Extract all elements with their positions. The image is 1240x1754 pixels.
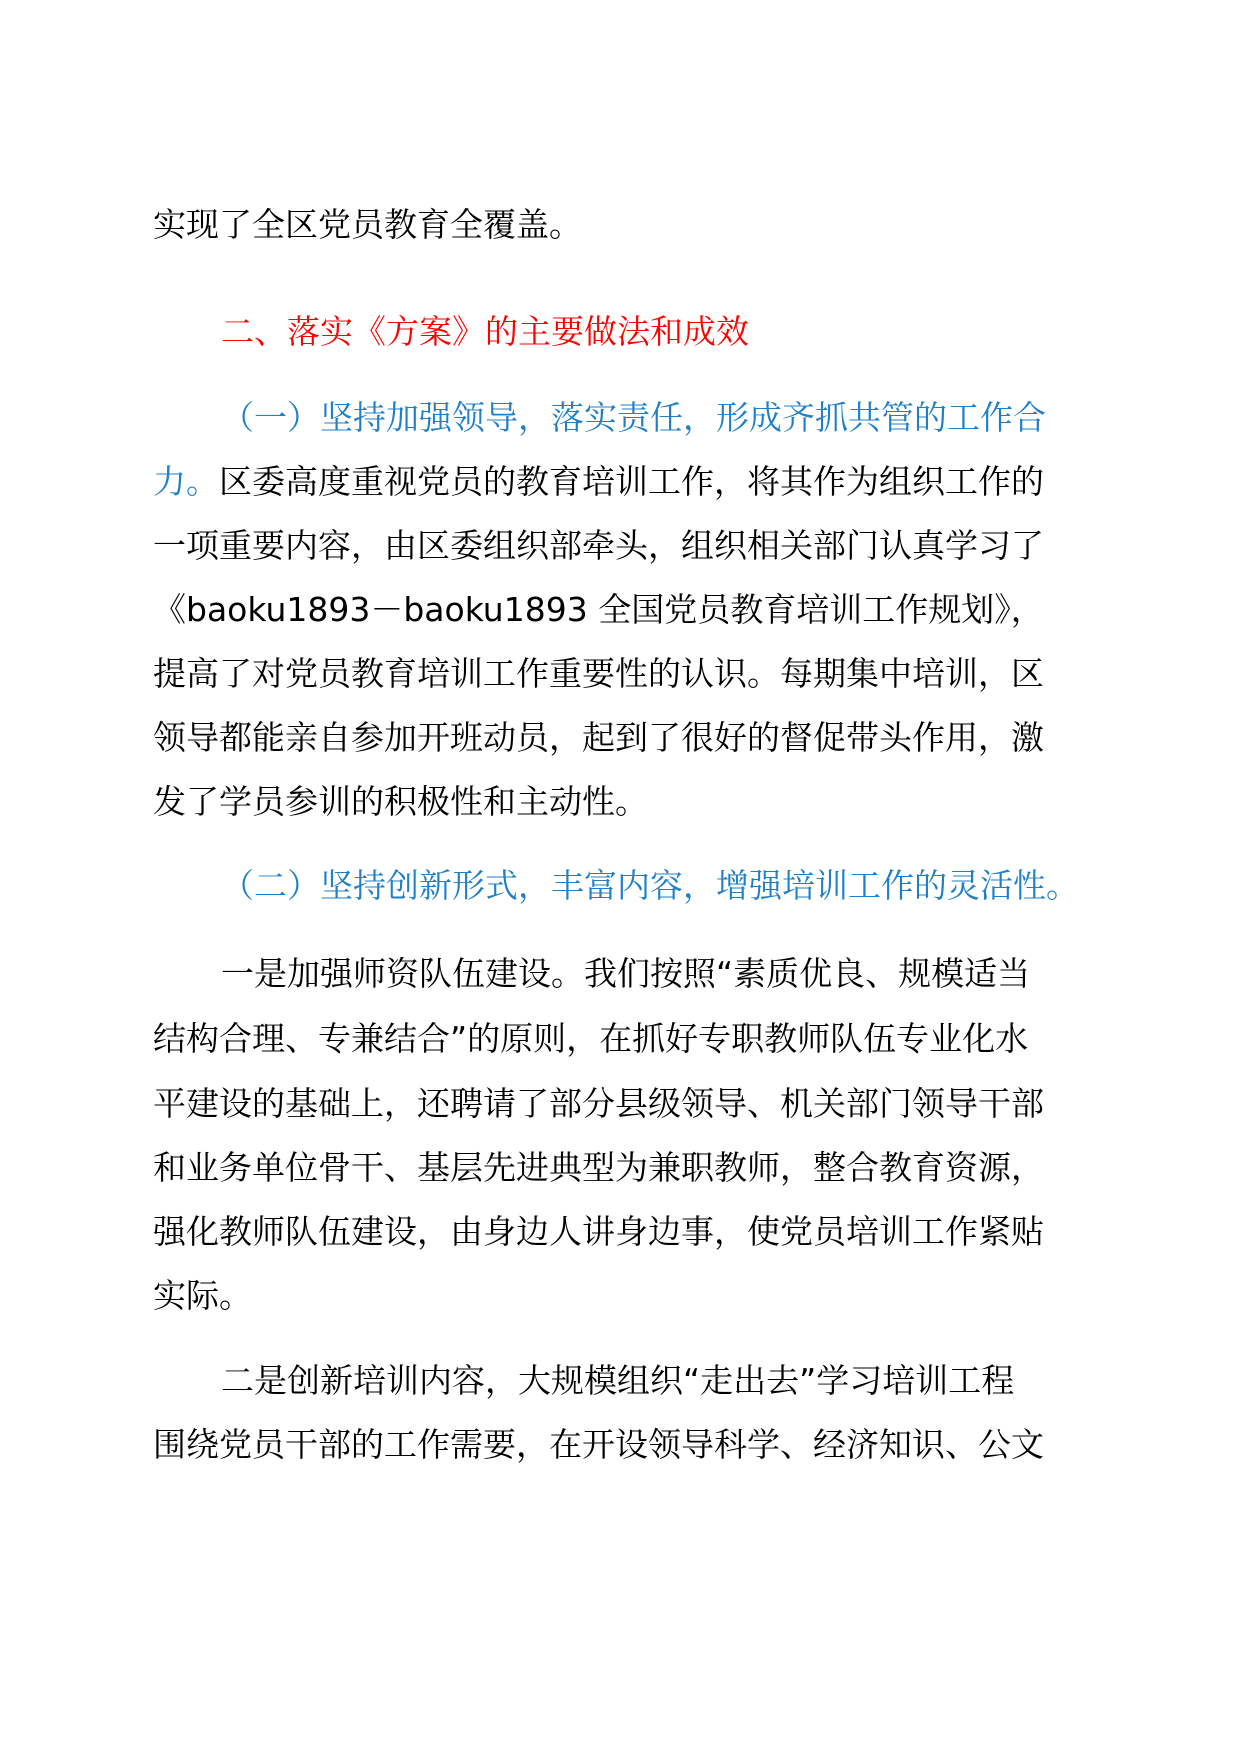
paragraph-line: 强化教师队伍建设，由身边人讲身边事，使党员培训工作紧贴 [153, 1212, 1044, 1251]
paragraph-line: 《baoku1893－baoku1893 全国党员教育培训工作规划》， [153, 590, 1044, 629]
paragraph-line: 围绕党员干部的工作需要，在开设领导科学、经济知识、公文 [153, 1425, 1044, 1464]
paragraph-line: 二是创新培训内容，大规模组织“走出去”学习培训工程 [221, 1361, 1015, 1400]
paragraph-line: 结构合理、专兼结合”的原则，在抓好专职教师队伍专业化水 [153, 1019, 1029, 1058]
section-heading: 二、落实《方案》的主要做法和成效 [221, 312, 749, 351]
subsection-heading-tail: 力。 [153, 462, 219, 501]
paragraph-line: 一是加强师资队伍建设。我们按照“素质优良、规模适当 [221, 954, 1031, 993]
paragraph-line: 提高了对党员教育培训工作重要性的认识。每期集中培训，区 [153, 654, 1044, 693]
paragraph-line: 实现了全区党员教育全覆盖。 [153, 205, 582, 244]
subsection-heading: （一）坚持加强领导，落实责任，形成齐抓共管的工作合 [221, 398, 1046, 437]
subsection-heading: （二）坚持创新形式，丰富内容，增强培训工作的灵活性。 [221, 866, 1079, 905]
paragraph-line: 和业务单位骨干、基层先进典型为兼职教师，整合教育资源， [153, 1148, 1044, 1187]
paragraph-line: 一项重要内容，由区委组织部牵头，组织相关部门认真学习了 [153, 526, 1044, 565]
paragraph-text: 区委高度重视党员的教育培训工作，将其作为组织工作的 [219, 462, 1044, 501]
paragraph-line: 平建设的基础上，还聘请了部分县级领导、机关部门领导干部 [153, 1084, 1044, 1123]
paragraph-line: 领导都能亲自参加开班动员，起到了很好的督促带头作用，激 [153, 718, 1044, 757]
paragraph-line: 发了学员参训的积极性和主动性。 [153, 782, 648, 821]
paragraph-line: 实际。 [153, 1276, 252, 1315]
paragraph-line [153, 460, 1044, 504]
